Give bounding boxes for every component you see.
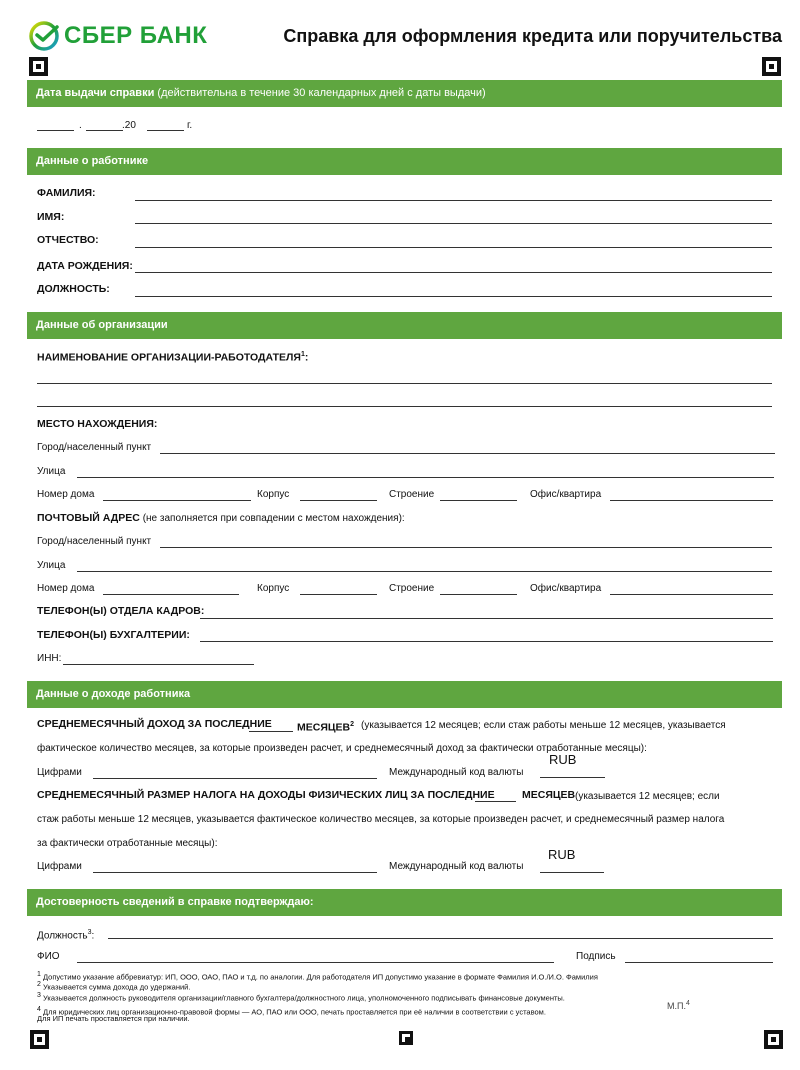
avg-income-months-field[interactable] xyxy=(249,731,293,732)
signature-label: Подпись xyxy=(576,951,616,962)
currency-value: RUB xyxy=(549,752,577,767)
scan-marker xyxy=(399,1031,413,1045)
name-field[interactable] xyxy=(135,223,772,224)
position-field[interactable] xyxy=(135,296,772,297)
signature-field[interactable] xyxy=(625,962,773,963)
birth-date-label: ДАТА РОЖДЕНИЯ: xyxy=(37,260,133,272)
currency-field[interactable] xyxy=(540,777,605,778)
city-label: Город/населенный пункт xyxy=(37,442,152,453)
section-income: Данные о доходе работника xyxy=(27,681,782,708)
tax-currency-value: RUB xyxy=(548,847,576,862)
org-name-field-1[interactable] xyxy=(37,383,772,384)
office-field[interactable] xyxy=(610,500,773,501)
confirm-position-label: Должность$^3$: xyxy=(37,929,95,942)
document-title: Справка для оформления кредита или поручительства xyxy=(283,26,782,46)
postal-structure-field[interactable] xyxy=(440,594,517,595)
date-suffix: г. xyxy=(187,120,193,131)
footnote-4: $^4$ Для юридических лиц организационно-правовой формы — АО, ПАО или ООО, печать проставляется при её наличии в соответствии с уставом. xyxy=(37,1006,546,1017)
patronymic-label: ОТЧЕСТВО: xyxy=(37,234,99,246)
postal-house-field[interactable] xyxy=(103,594,239,595)
tax-digits-label: Цифрами xyxy=(37,861,82,872)
footnote-2: $^2$ Указывается сумма дохода до удержаний. xyxy=(37,981,191,992)
org-name-label: НАИМЕНОВАНИЕ ОРГАНИЗАЦИИ-РАБОТОДАТЕЛЯ$^1$: xyxy=(37,351,309,364)
scan-marker xyxy=(764,1030,783,1049)
house-field[interactable] xyxy=(103,500,251,501)
postal-street-field[interactable] xyxy=(77,571,772,572)
confirm-position-field[interactable] xyxy=(108,938,773,939)
avg-income-note-1: (указывается 12 месяцев; если стаж работы меньше 12 месяцев, указывается xyxy=(361,720,726,731)
structure-field[interactable] xyxy=(440,500,517,501)
section-title: Дата выдачи справки xyxy=(36,87,155,99)
fio-label: ФИО xyxy=(37,951,60,962)
scan-marker xyxy=(762,57,781,76)
inn-field[interactable] xyxy=(63,664,254,665)
tax-amount-field[interactable] xyxy=(93,872,377,873)
postal-title: ПОЧТОВЫЙ АДРЕС (не заполняется при совпадении с местом нахождения): xyxy=(37,512,405,524)
scan-marker xyxy=(30,1030,49,1049)
fio-field[interactable] xyxy=(77,962,554,963)
tax-note-1: (указывается 12 месяцев; если xyxy=(575,791,720,802)
date-year-prefix: .20 xyxy=(122,120,136,131)
avg-income-note-2: фактическое количество месяцев, за которые произведен расчет, и среднемесячный доход за фактически отработанные месяцы): xyxy=(37,743,647,754)
stamp-label: М.П.$^4$ xyxy=(667,1000,690,1011)
tax-currency-code-label: Международный код валюты xyxy=(389,861,524,872)
section-organization: Данные об организации xyxy=(27,312,782,339)
house-label: Номер дома xyxy=(37,489,95,500)
street-field[interactable] xyxy=(77,477,774,478)
bank-name: СБЕР БАНК xyxy=(64,22,208,49)
avg-income-label: СРЕДНЕМЕСЯЧНЫЙ ДОХОД ЗА ПОСЛЕДНИЕ xyxy=(37,718,272,730)
name-label: ИМЯ: xyxy=(37,211,65,223)
building-label: Корпус xyxy=(257,489,290,500)
acc-phone-label: ТЕЛЕФОН(Ы) БУХГАЛТЕРИИ: xyxy=(37,629,190,641)
date-day-field[interactable] xyxy=(37,130,74,131)
patronymic-field[interactable] xyxy=(135,247,772,248)
avg-income-amount-field[interactable] xyxy=(93,778,377,779)
birth-date-field[interactable] xyxy=(135,272,772,273)
hr-phone-field[interactable] xyxy=(200,618,773,619)
digits-label: Цифрами xyxy=(37,767,82,778)
section-issue-date xyxy=(27,80,782,107)
building-field[interactable] xyxy=(300,500,377,501)
inn-label: ИНН: xyxy=(37,653,62,664)
postal-structure-label: Строение xyxy=(389,583,435,594)
org-name-field-2[interactable] xyxy=(37,406,772,407)
section-employee: Данные о работнике xyxy=(27,148,782,175)
postal-house-label: Номер дома xyxy=(37,583,95,594)
office-label: Офис/квартира xyxy=(530,489,602,500)
section-note: (действительна в течение 30 календарных дней с даты выдачи) xyxy=(157,87,486,99)
scan-marker xyxy=(29,57,48,76)
tax-months-field[interactable] xyxy=(475,801,516,802)
postal-city-field[interactable] xyxy=(160,547,772,548)
tax-note-2: стаж работы меньше 12 месяцев, указывается фактическое количество месяцев, за которые произведен расчет, и среднемесячный размер налога xyxy=(37,814,725,825)
postal-building-field[interactable] xyxy=(300,594,377,595)
currency-code-label: Международный код валюты xyxy=(389,767,524,778)
city-field[interactable] xyxy=(160,453,775,454)
postal-office-field[interactable] xyxy=(610,594,773,595)
postal-city-label: Город/населенный пункт xyxy=(37,536,152,547)
months-label: МЕСЯЦЕВ$^2$ xyxy=(297,721,355,734)
postal-street-label: Улица xyxy=(37,560,66,571)
footnote-1: $^1$ Допустимо указание аббревиатур: ИП, ООО, ОАО, ПАО и т.д. по аналогии. Для работодателя ИП допустимо указание в формате Фамилия И.О./И.О. Фамилия xyxy=(37,971,598,982)
position-label: ДОЛЖНОСТЬ: xyxy=(37,283,110,295)
postal-building-label: Корпус xyxy=(257,583,290,594)
street-label: Улица xyxy=(37,466,66,477)
surname-field[interactable] xyxy=(135,200,772,201)
structure-label: Строение xyxy=(389,489,435,500)
footnote-3: $^3$ Указывается должность руководителя организации/главного бухгалтера/должностного лица, уполномоченного подписывать финансовые документы. xyxy=(37,992,565,1003)
section-confirm: Достоверность сведений в справке подтверждаю: xyxy=(27,889,782,916)
acc-phone-field[interactable] xyxy=(200,641,773,642)
date-year-field[interactable] xyxy=(147,130,184,131)
sber-check-icon xyxy=(28,20,60,52)
location-title: МЕСТО НАХОЖДЕНИЯ: xyxy=(37,418,158,430)
tax-currency-field[interactable] xyxy=(540,872,604,873)
hr-phone-label: ТЕЛЕФОН(Ы) ОТДЕЛА КАДРОВ: xyxy=(37,605,205,617)
date-month-field[interactable] xyxy=(86,130,123,131)
footnote-4b: Для ИП печать проставляется при наличии. xyxy=(37,1014,190,1023)
tax-note-3: за фактически отработанные месяцы): xyxy=(37,838,218,849)
tax-label: СРЕДНЕМЕСЯЧНЫЙ РАЗМЕР НАЛОГА НА ДОХОДЫ ФИЗИЧЕСКИХ ЛИЦ ЗА ПОСЛЕДНИЕ xyxy=(37,789,495,801)
postal-office-label: Офис/квартира xyxy=(530,583,602,594)
surname-label: ФАМИЛИЯ: xyxy=(37,187,96,199)
tax-months-label: МЕСЯЦЕВ xyxy=(522,789,576,801)
date-separator: . xyxy=(79,120,82,131)
